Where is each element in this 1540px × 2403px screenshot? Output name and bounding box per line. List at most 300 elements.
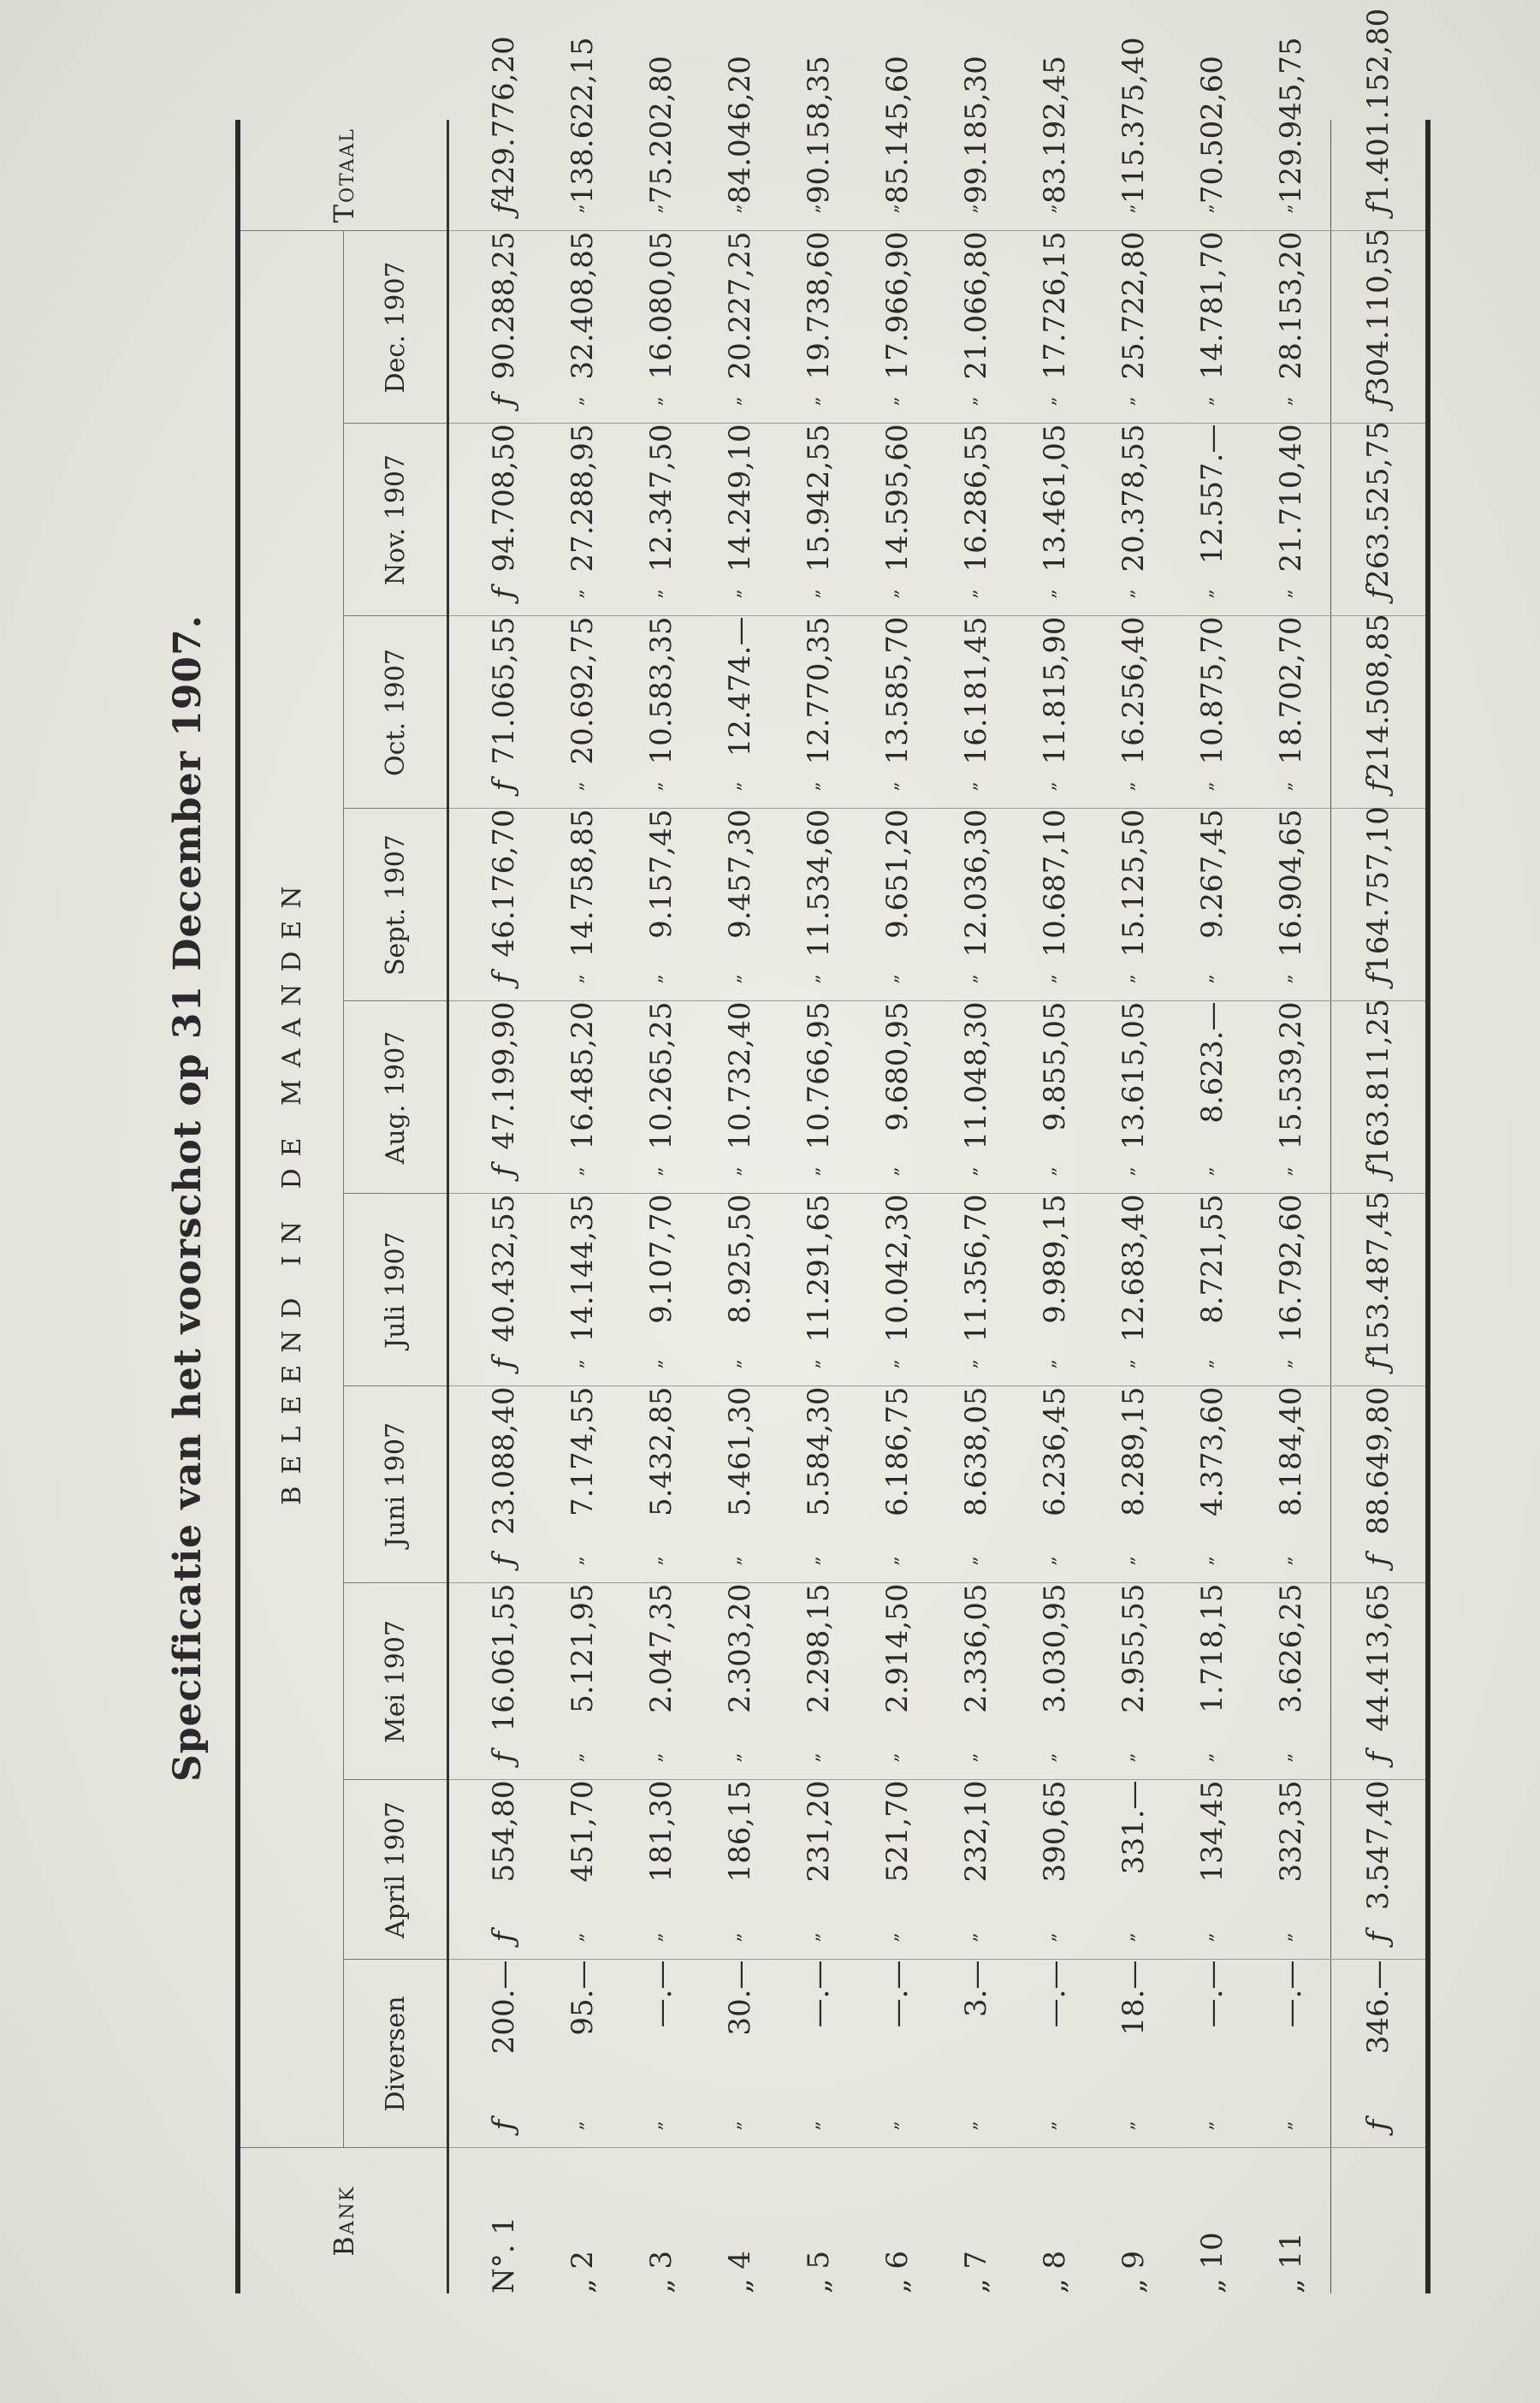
ditto-mark: „ — [802, 204, 823, 214]
ditto-mark: „ — [959, 781, 980, 792]
ditto-mark: „ — [1195, 1932, 1217, 1943]
column-header: Sept. 1907 — [344, 809, 448, 1001]
value-cell — [1173, 1001, 1252, 1194]
column-header: Diversen — [344, 1960, 448, 2148]
ditto-mark: „ — [566, 1166, 587, 1177]
table-row — [1173, 120, 1252, 2293]
value-text: 3.— — [959, 1960, 993, 2017]
ditto-mark: „ — [723, 781, 744, 792]
value-text: 47.199,90 — [487, 1001, 521, 1150]
bank-label: „ 8 — [1016, 2148, 1094, 2293]
column-header: Dec. 1907 — [344, 231, 448, 424]
value-text: 5.584,30 — [802, 1386, 836, 1516]
value-text: 2.298,15 — [802, 1583, 836, 1713]
ditto-mark: „ — [1274, 1932, 1295, 1943]
value-cell — [701, 1960, 779, 2148]
value-text: 13.461,05 — [1038, 424, 1072, 573]
value-cell — [779, 1194, 858, 1386]
value-cell — [1331, 1583, 1426, 1780]
currency-mark: ƒ — [1361, 780, 1395, 792]
value-cell — [1331, 806, 1426, 1001]
ditto-mark: „ — [1274, 1166, 1295, 1177]
bank-header: Bank — [240, 2148, 448, 2293]
currency-mark: ƒ — [487, 1931, 521, 1943]
value-cell — [1094, 1386, 1173, 1583]
value-cell — [1094, 231, 1173, 424]
currency-mark: ƒ — [1361, 1554, 1395, 1566]
value-cell — [779, 809, 858, 1001]
table-row — [858, 120, 937, 2293]
table-row — [448, 120, 544, 2293]
value-text: 20.692,75 — [566, 616, 600, 765]
bank-label: „ 9 — [1094, 2148, 1173, 2293]
ditto-mark: „ — [1116, 1166, 1138, 1177]
value-text: 6.186,75 — [880, 1386, 915, 1516]
value-cell — [1016, 424, 1094, 616]
currency-mark: ƒ — [1361, 1751, 1395, 1763]
value-text: 18.— — [1116, 1960, 1151, 2036]
ditto-mark: „ — [1116, 974, 1138, 984]
value-cell — [701, 616, 779, 809]
ditto-mark: „ — [723, 1556, 744, 1566]
currency-mark: ƒ — [487, 587, 521, 599]
bank-label: „ 7 — [937, 2148, 1016, 2293]
value-cell — [1252, 37, 1331, 231]
value-text: 16.904,65 — [1274, 809, 1308, 958]
value-text: 2.303,20 — [723, 1583, 757, 1713]
ditto-mark: „ — [1038, 204, 1059, 214]
ditto-mark: „ — [802, 1166, 823, 1177]
ditto-mark: „ — [959, 204, 980, 214]
value-cell — [1094, 1583, 1173, 1780]
value-text: 15.125,50 — [1116, 809, 1151, 958]
value-cell — [937, 231, 1016, 424]
value-text: —.— — [802, 1960, 836, 2028]
ditto-mark: „ — [802, 589, 823, 599]
value-cell — [1094, 424, 1173, 616]
value-cell — [622, 56, 701, 231]
ditto-mark: „ — [1038, 1753, 1059, 1763]
value-cell — [858, 1583, 937, 1780]
value-cell — [779, 56, 858, 231]
ditto-mark: „ — [959, 974, 980, 984]
currency-mark: ƒ — [487, 780, 521, 792]
column-header: Mei 1907 — [344, 1583, 448, 1780]
value-text: 21.710,40 — [1274, 424, 1308, 573]
ditto-mark: „ — [1274, 396, 1295, 406]
value-cell — [1016, 1001, 1094, 1194]
value-cell — [1252, 616, 1331, 809]
value-cell — [622, 1386, 701, 1583]
value-cell — [1252, 231, 1331, 424]
value-text: 7.174,55 — [566, 1386, 600, 1516]
value-cell — [1016, 616, 1094, 809]
bank-label: „ 11 — [1252, 2148, 1331, 2293]
ditto-mark: „ — [802, 1753, 823, 1763]
value-text: 16.485,20 — [566, 1001, 600, 1150]
ditto-mark: „ — [1274, 1359, 1295, 1369]
value-cell — [622, 231, 701, 424]
value-text: 9.267,45 — [1195, 809, 1229, 939]
value-text: 214.508,85 — [1361, 614, 1395, 780]
ditto-mark: „ — [802, 1556, 823, 1566]
value-cell — [622, 1583, 701, 1780]
currency-mark: ƒ — [1361, 2119, 1395, 2131]
currency-mark: ƒ — [1361, 587, 1395, 599]
value-text: 20.227,25 — [723, 231, 757, 380]
ditto-mark: „ — [1038, 2121, 1059, 2131]
value-text: 8.623.— — [1195, 1001, 1229, 1124]
ditto-mark: „ — [880, 2121, 902, 2131]
value-cell — [543, 1001, 622, 1194]
value-text: 331.— — [1116, 1780, 1151, 1875]
value-text: 429.776,20 — [487, 36, 521, 203]
value-cell — [779, 424, 858, 616]
ditto-mark: „ — [644, 781, 666, 792]
table-row — [543, 120, 622, 2293]
value-text: 186,15 — [723, 1780, 757, 1883]
currency-mark: ƒ — [487, 1751, 521, 1763]
value-text: 11.048,30 — [959, 1001, 993, 1150]
value-text: 164.757,10 — [1361, 806, 1395, 973]
value-cell — [701, 1001, 779, 1194]
ditto-mark: „ — [1274, 974, 1295, 984]
currency-mark: ƒ — [1361, 1357, 1395, 1369]
ditto-mark: „ — [1274, 1556, 1295, 1566]
ditto-mark: „ — [566, 589, 587, 599]
value-text: 16.181,45 — [959, 616, 993, 765]
value-text: 84.046,20 — [723, 56, 757, 205]
ditto-mark: „ — [959, 2121, 980, 2131]
ditto-mark: „ — [1274, 589, 1295, 599]
ditto-mark: „ — [1274, 781, 1295, 792]
value-text: 263.525,75 — [1361, 421, 1395, 588]
value-text: 14.781,70 — [1195, 231, 1229, 380]
value-cell — [701, 231, 779, 424]
value-cell — [1252, 1780, 1331, 1960]
ditto-mark: „ — [1195, 1753, 1217, 1763]
table-row — [1016, 120, 1094, 2293]
column-header: Nov. 1907 — [344, 424, 448, 616]
value-text: 71.065,55 — [487, 616, 521, 765]
ditto-mark: „ — [644, 1753, 666, 1763]
value-cell — [701, 56, 779, 231]
ditto-mark: „ — [1116, 396, 1138, 406]
value-cell — [622, 1194, 701, 1386]
value-cell — [1331, 1386, 1426, 1583]
currency-mark: ƒ — [487, 1554, 521, 1566]
value-cell — [937, 1194, 1016, 1386]
value-text: 2.914,50 — [880, 1583, 915, 1713]
ditto-mark: „ — [880, 1556, 902, 1566]
ditto-mark: „ — [566, 2121, 587, 2131]
value-cell — [1016, 56, 1094, 231]
value-text: 90.158,35 — [802, 56, 836, 205]
ditto-mark: „ — [880, 1932, 902, 1943]
value-cell — [1173, 616, 1252, 809]
value-cell — [448, 1001, 544, 1194]
value-text: —.— — [1195, 1960, 1229, 2028]
value-text: 94.708,50 — [487, 424, 521, 573]
value-text: 83.192,45 — [1038, 56, 1072, 205]
value-cell — [543, 1583, 622, 1780]
months-group-header: BELEEND IN DE MAANDEN — [240, 231, 344, 2148]
bottom-rule — [1425, 120, 1428, 2293]
specification-table — [235, 8, 1430, 2293]
value-text: 6.236,45 — [1038, 1386, 1072, 1516]
ditto-mark: „ — [1116, 1932, 1138, 1943]
ditto-mark: „ — [1038, 1556, 1059, 1566]
currency-mark: ƒ — [487, 395, 521, 406]
value-text: 554,80 — [487, 1780, 521, 1883]
value-text: 2.047,35 — [644, 1583, 678, 1713]
value-cell — [622, 1780, 701, 1960]
value-text: 232,10 — [959, 1780, 993, 1883]
value-cell — [1331, 228, 1426, 424]
value-text: 15.942,55 — [802, 424, 836, 573]
value-text: 390,65 — [1038, 1780, 1072, 1883]
ditto-mark: „ — [723, 396, 744, 406]
ditto-mark: „ — [644, 589, 666, 599]
currency-mark: ƒ — [1361, 972, 1395, 984]
ditto-mark: „ — [1038, 396, 1059, 406]
value-text: 3.626,25 — [1274, 1583, 1308, 1713]
value-cell — [1094, 616, 1173, 809]
ditto-mark: „ — [1116, 1359, 1138, 1369]
ditto-mark: „ — [723, 1359, 744, 1369]
bank-label: N°. 1 — [448, 2148, 544, 2293]
table-row — [937, 120, 1016, 2293]
value-cell — [543, 1960, 622, 2148]
currency-mark: ƒ — [487, 202, 521, 214]
ditto-mark: „ — [1195, 396, 1217, 406]
value-cell — [448, 231, 544, 424]
value-cell — [937, 809, 1016, 1001]
value-text: 12.770,35 — [802, 616, 836, 765]
value-cell — [1094, 37, 1173, 231]
value-cell — [1252, 1583, 1331, 1780]
ditto-mark: „ — [1038, 1932, 1059, 1943]
ditto-mark: „ — [723, 1932, 744, 1943]
value-text: 2.336,05 — [959, 1583, 993, 1713]
value-cell — [1252, 809, 1331, 1001]
value-text: 95.— — [566, 1960, 600, 2036]
ditto-mark: „ — [1274, 2121, 1295, 2131]
ditto-mark: „ — [644, 974, 666, 984]
ditto-mark: „ — [1195, 1359, 1217, 1369]
value-cell — [1252, 1194, 1331, 1386]
value-text: 13.585,70 — [880, 616, 915, 765]
bank-label: „ 3 — [622, 2148, 701, 2293]
value-cell — [779, 1001, 858, 1194]
column-header: Aug. 1907 — [344, 1001, 448, 1194]
value-text: 28.153,20 — [1274, 231, 1308, 380]
ditto-mark: „ — [1274, 204, 1295, 214]
value-text: 12.683,40 — [1116, 1194, 1151, 1343]
value-text: 200.— — [487, 1960, 521, 2055]
ditto-mark: „ — [1116, 781, 1138, 792]
value-cell — [543, 616, 622, 809]
value-text: 10.732,40 — [723, 1001, 757, 1150]
value-text: 163.811,25 — [1361, 999, 1395, 1166]
value-cell — [779, 1780, 858, 1960]
value-cell — [1252, 1386, 1331, 1583]
value-text: 115.375,40 — [1116, 37, 1151, 205]
value-cell — [622, 1001, 701, 1194]
value-cell — [1331, 1001, 1426, 1194]
value-cell — [779, 1960, 858, 2148]
value-text: 15.539,20 — [1274, 1001, 1308, 1150]
value-cell — [543, 1386, 622, 1583]
ditto-mark: „ — [802, 1932, 823, 1943]
ditto-mark: „ — [1195, 1166, 1217, 1177]
ditto-mark: „ — [802, 2121, 823, 2131]
value-text: 5.432,85 — [644, 1386, 678, 1516]
ditto-mark: „ — [566, 396, 587, 406]
value-text: 134,45 — [1195, 1780, 1229, 1883]
header-row-1 — [240, 120, 344, 2293]
value-cell — [858, 809, 937, 1001]
ditto-mark: „ — [566, 1359, 587, 1369]
ditto-mark: „ — [644, 1359, 666, 1369]
value-text: 14.595,60 — [880, 424, 915, 573]
ditto-mark: „ — [959, 589, 980, 599]
value-text: 20.378,55 — [1116, 424, 1151, 573]
value-cell — [1016, 1386, 1094, 1583]
value-cell — [701, 1583, 779, 1780]
value-text: 16.256,40 — [1116, 616, 1151, 765]
value-cell — [1016, 1780, 1094, 1960]
value-text: 12.036,30 — [959, 809, 993, 958]
value-cell — [448, 809, 544, 1001]
total-header: Totaal — [240, 120, 448, 231]
table-row — [1252, 120, 1331, 2293]
value-cell — [1016, 1583, 1094, 1780]
value-cell — [858, 616, 937, 809]
value-cell — [1331, 616, 1426, 809]
ditto-mark: „ — [880, 1753, 902, 1763]
value-text: 30.— — [723, 1960, 757, 2036]
value-cell — [937, 1780, 1016, 1960]
value-text: 99.185,30 — [959, 56, 993, 205]
ditto-mark: „ — [1038, 974, 1059, 984]
table-row — [1094, 120, 1173, 2293]
value-text: 25.722,80 — [1116, 231, 1151, 380]
value-text: 9.157,45 — [644, 809, 678, 939]
bank-label: „ 10 — [1173, 2148, 1252, 2293]
value-cell — [1252, 424, 1331, 616]
ditto-mark: „ — [880, 974, 902, 984]
value-text: 451,70 — [566, 1780, 600, 1883]
value-cell — [1331, 8, 1426, 231]
value-cell — [701, 424, 779, 616]
value-cell — [622, 616, 701, 809]
ditto-mark: „ — [802, 974, 823, 984]
value-text: 1.401.152,80 — [1361, 8, 1395, 203]
value-text: 304.110,55 — [1361, 228, 1395, 395]
value-cell — [1173, 1194, 1252, 1386]
ditto-mark: „ — [1195, 2121, 1217, 2131]
ditto-mark: „ — [723, 1753, 744, 1763]
value-cell — [858, 231, 937, 424]
value-text: 27.288,95 — [566, 424, 600, 573]
ditto-mark: „ — [1195, 1556, 1217, 1566]
currency-mark: ƒ — [1361, 1931, 1395, 1943]
value-cell — [1173, 424, 1252, 616]
value-cell — [779, 231, 858, 424]
column-header: April 1907 — [344, 1780, 448, 1960]
value-text: 9.680,95 — [880, 1001, 915, 1131]
value-text: 8.289,15 — [1116, 1386, 1151, 1516]
ditto-mark: „ — [566, 1753, 587, 1763]
value-cell — [543, 1780, 622, 1960]
value-text: 5.121,95 — [566, 1583, 600, 1713]
value-cell — [1331, 1780, 1426, 1960]
ditto-mark: „ — [723, 974, 744, 984]
ditto-mark: „ — [1038, 1166, 1059, 1177]
value-text: 4.373,60 — [1195, 1386, 1229, 1516]
value-cell — [1173, 1960, 1252, 2148]
value-text: 85.145,60 — [880, 56, 915, 205]
value-text: 16.286,55 — [959, 424, 993, 573]
value-cell — [1016, 231, 1094, 424]
value-text: 17.726,15 — [1038, 231, 1072, 380]
ditto-mark: „ — [880, 1359, 902, 1369]
ditto-mark: „ — [1195, 589, 1217, 599]
value-text: 9.855,05 — [1038, 1001, 1072, 1131]
ditto-mark: „ — [880, 589, 902, 599]
value-cell — [1016, 1194, 1094, 1386]
value-text: 9.457,30 — [723, 809, 757, 939]
ditto-mark: „ — [1195, 781, 1217, 792]
value-cell — [622, 809, 701, 1001]
value-text: 12.474.— — [723, 616, 757, 757]
ditto-mark: „ — [959, 1166, 980, 1177]
value-cell — [543, 37, 622, 231]
table-row — [779, 120, 858, 2293]
value-cell — [937, 616, 1016, 809]
value-cell — [1016, 1960, 1094, 2148]
value-text: 138.622,15 — [566, 37, 600, 205]
ditto-mark: „ — [880, 781, 902, 792]
value-cell — [543, 424, 622, 616]
header-row-2 — [344, 120, 448, 2293]
value-text: 10.265,25 — [644, 1001, 678, 1150]
value-text: 153.487,45 — [1361, 1191, 1395, 1358]
bank-label: „ 5 — [779, 2148, 858, 2293]
currency-mark: ƒ — [1361, 395, 1395, 406]
value-cell — [448, 1386, 544, 1583]
ditto-mark: „ — [1116, 589, 1138, 599]
ditto-mark: „ — [1195, 974, 1217, 984]
value-cell — [858, 1960, 937, 2148]
bank-label: „ 6 — [858, 2148, 937, 2293]
value-cell — [779, 1386, 858, 1583]
value-cell — [1331, 421, 1426, 616]
value-text: 8.184,40 — [1274, 1386, 1308, 1516]
ditto-mark: „ — [802, 1359, 823, 1369]
value-text: 23.088,40 — [487, 1386, 521, 1535]
value-cell — [448, 1194, 544, 1386]
ditto-mark: „ — [644, 2121, 666, 2131]
value-text: 2.955,55 — [1116, 1583, 1151, 1713]
ditto-mark: „ — [566, 204, 587, 214]
value-cell — [1094, 1960, 1173, 2148]
value-cell — [543, 1194, 622, 1386]
value-text: —.— — [1274, 1960, 1308, 2028]
value-cell — [937, 1960, 1016, 2148]
value-text: —.— — [1038, 1960, 1072, 2028]
